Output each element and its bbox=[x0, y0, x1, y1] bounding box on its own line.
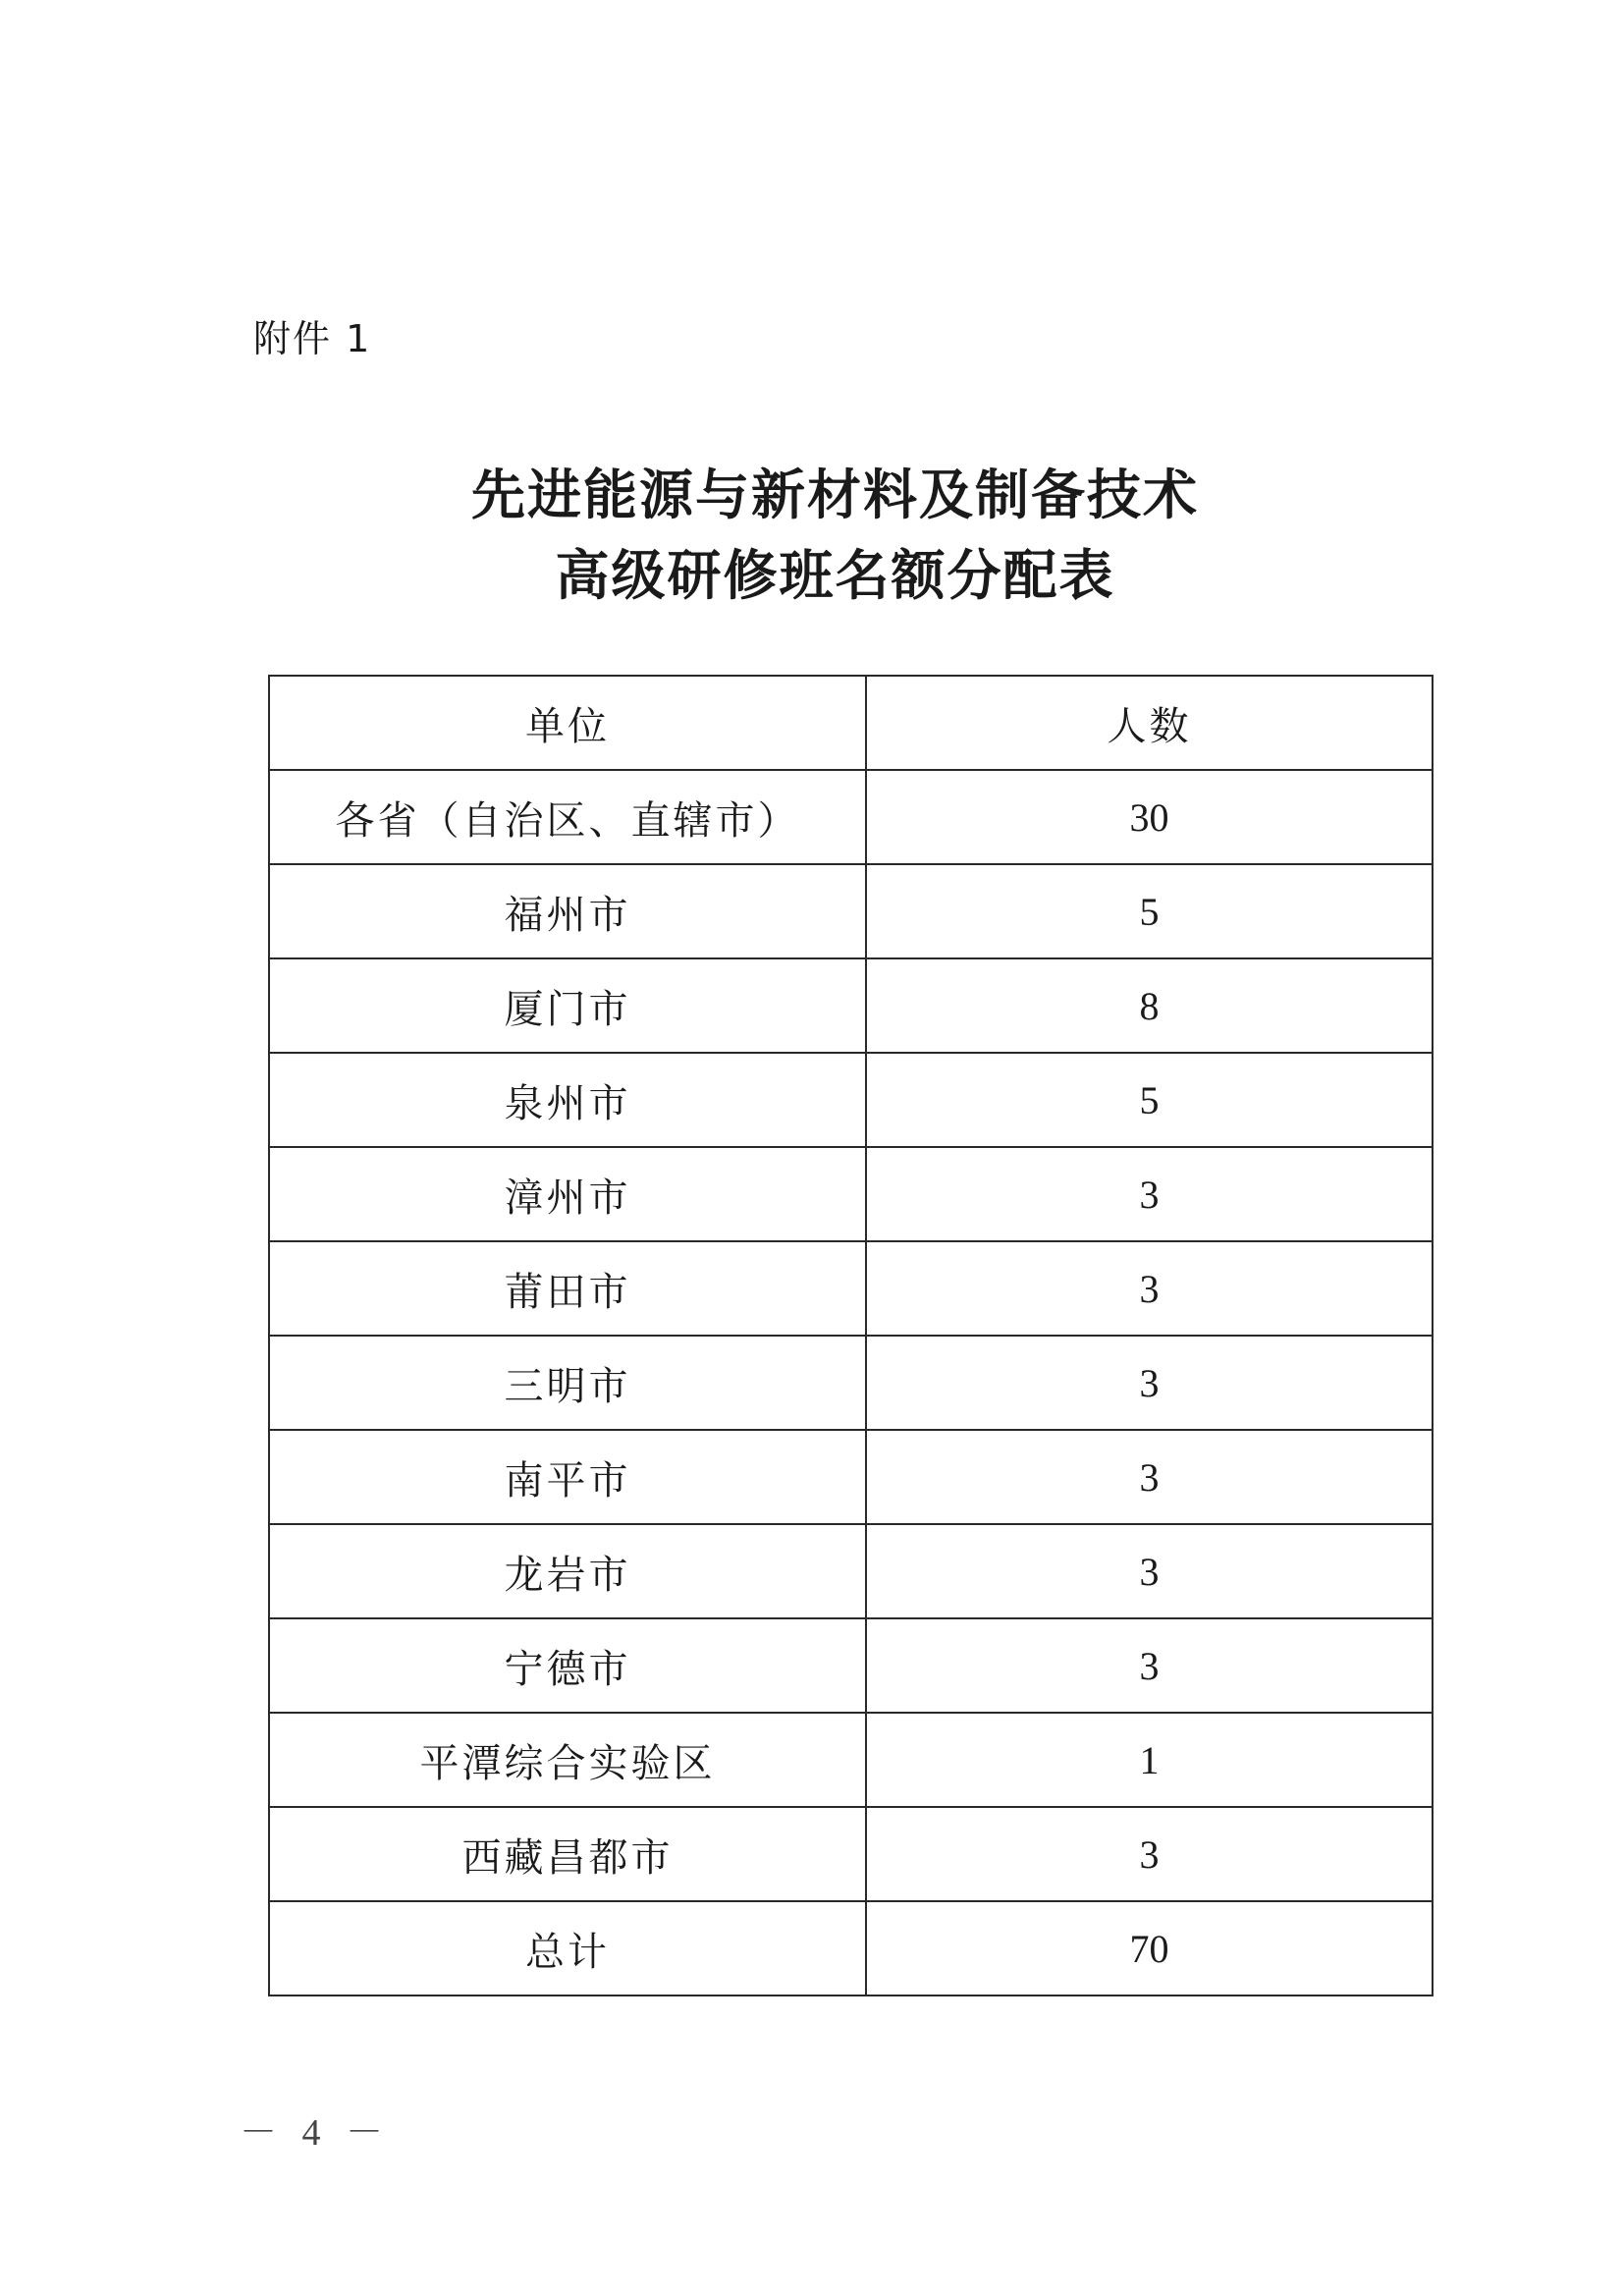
count-cell: 30 bbox=[866, 770, 1433, 864]
count-cell: 1 bbox=[866, 1713, 1433, 1807]
table-row bbox=[269, 1241, 1433, 1336]
count-cell: 5 bbox=[866, 864, 1433, 958]
unit-cell: 漳州市 bbox=[269, 1147, 866, 1241]
table-row bbox=[269, 1336, 1433, 1430]
unit-cell: 福州市 bbox=[269, 864, 866, 958]
unit-cell: 龙岩市 bbox=[269, 1524, 866, 1618]
table-row bbox=[269, 864, 1433, 958]
count-cell: 5 bbox=[866, 1053, 1433, 1147]
count-cell: 3 bbox=[866, 1336, 1433, 1430]
quota-allocation-table bbox=[268, 675, 1434, 1996]
unit-cell: 莆田市 bbox=[269, 1241, 866, 1336]
document-title-line-2: 高级研修班名额分配表 bbox=[555, 543, 1115, 607]
unit-cell: 南平市 bbox=[269, 1430, 866, 1524]
table-header-row bbox=[269, 676, 1433, 770]
count-cell: 3 bbox=[866, 1147, 1433, 1241]
unit-cell: 各省（自治区、直辖市） bbox=[269, 770, 866, 864]
table-row bbox=[269, 1618, 1433, 1713]
table-row bbox=[269, 1430, 1433, 1524]
header-count: 人数 bbox=[866, 676, 1433, 770]
header-unit: 单位 bbox=[269, 676, 866, 770]
document-title-line-1: 先进能源与新材料及制备技术 bbox=[470, 463, 1199, 526]
table-total-row bbox=[269, 1901, 1433, 1995]
total-count-cell: 70 bbox=[866, 1901, 1433, 1995]
table-row bbox=[269, 1807, 1433, 1901]
unit-cell: 泉州市 bbox=[269, 1053, 866, 1147]
table-row bbox=[269, 1147, 1433, 1241]
table-row bbox=[269, 1053, 1433, 1147]
table-row bbox=[269, 1713, 1433, 1807]
count-cell: 3 bbox=[866, 1618, 1433, 1713]
count-cell: 3 bbox=[866, 1241, 1433, 1336]
count-cell: 3 bbox=[866, 1430, 1433, 1524]
count-cell: 3 bbox=[866, 1807, 1433, 1901]
count-cell: 3 bbox=[866, 1524, 1433, 1618]
table-row bbox=[269, 958, 1433, 1053]
attachment-label: 附件 1 bbox=[253, 317, 372, 360]
unit-cell: 宁德市 bbox=[269, 1618, 866, 1713]
unit-cell: 平潭综合实验区 bbox=[269, 1713, 866, 1807]
total-label-cell: 总计 bbox=[269, 1901, 866, 1995]
table-row bbox=[269, 770, 1433, 864]
unit-cell: 西藏昌都市 bbox=[269, 1807, 866, 1901]
count-cell: 8 bbox=[866, 958, 1433, 1053]
unit-cell: 厦门市 bbox=[269, 958, 866, 1053]
page-number: － 4 － bbox=[240, 2112, 392, 2154]
table-row bbox=[269, 1524, 1433, 1618]
unit-cell: 三明市 bbox=[269, 1336, 866, 1430]
